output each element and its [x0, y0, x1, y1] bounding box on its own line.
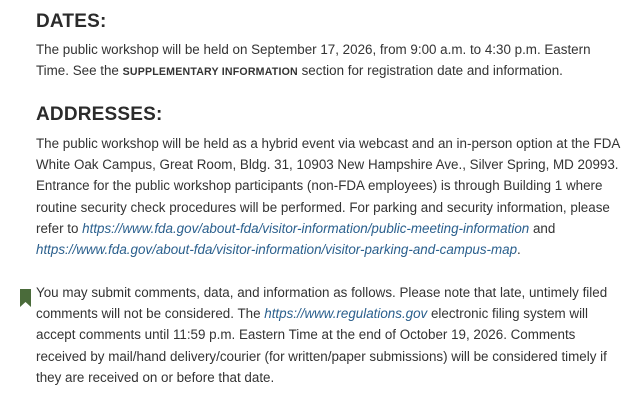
regulations-gov-link[interactable]: https://www.regulations.gov [264, 306, 428, 322]
comments-paragraph [36, 282, 626, 388]
bookmark-icon-svg [20, 289, 31, 307]
supplementary-information-label: SUPPLEMENTARY INFORMATION [122, 66, 298, 79]
comments-text-end: electronic filing system will accept comments until 11:59 p.m. Eastern Time at the end of October 19, 2026. Comments received by mail/hand delivery/courier (for written/paper submissions) will be considered timely if they are received on or before that date. [36, 306, 607, 385]
addresses-text: The public workshop will be held as a hybrid event via webcast and an in-person option at the FDA White Oak Campus, Great Room, Bldg. 31, 10903 New Hampshire Ave., Silver Spring, MD 20993. Entrance for the public workshop participants (non-FDA employees) is through Building 1 where routine security check procedures will be performed. For parking and security information, please refer to [36, 136, 620, 236]
comments-text: You may submit comments, data, and information as follows. Please note that late, untimely filed comments will not be considered. The [36, 285, 608, 322]
addresses-period: . [517, 242, 521, 258]
public-meeting-information-link[interactable]: https://www.fda.gov/about-fda/visitor-information/public-meeting-information [82, 220, 530, 236]
bookmark-icon[interactable] [20, 289, 31, 307]
visitor-parking-link[interactable]: https://www.fda.gov/about-fda/visitor-information/visitor-parking-and-campus-map [36, 242, 518, 258]
dates-heading: DATES: [36, 11, 107, 32]
dates-text: The public workshop will be held on September 17, 2026, from 9:00 a.m. to 4:30 p.m. Eastern Time. See the [36, 42, 591, 79]
dates-paragraph [36, 39, 626, 83]
addresses-paragraph [36, 133, 626, 260]
dates-text-end: section for registration date and information. [297, 63, 563, 79]
addresses-heading: ADDRESSES: [36, 104, 163, 125]
addresses-and: and [529, 220, 556, 236]
